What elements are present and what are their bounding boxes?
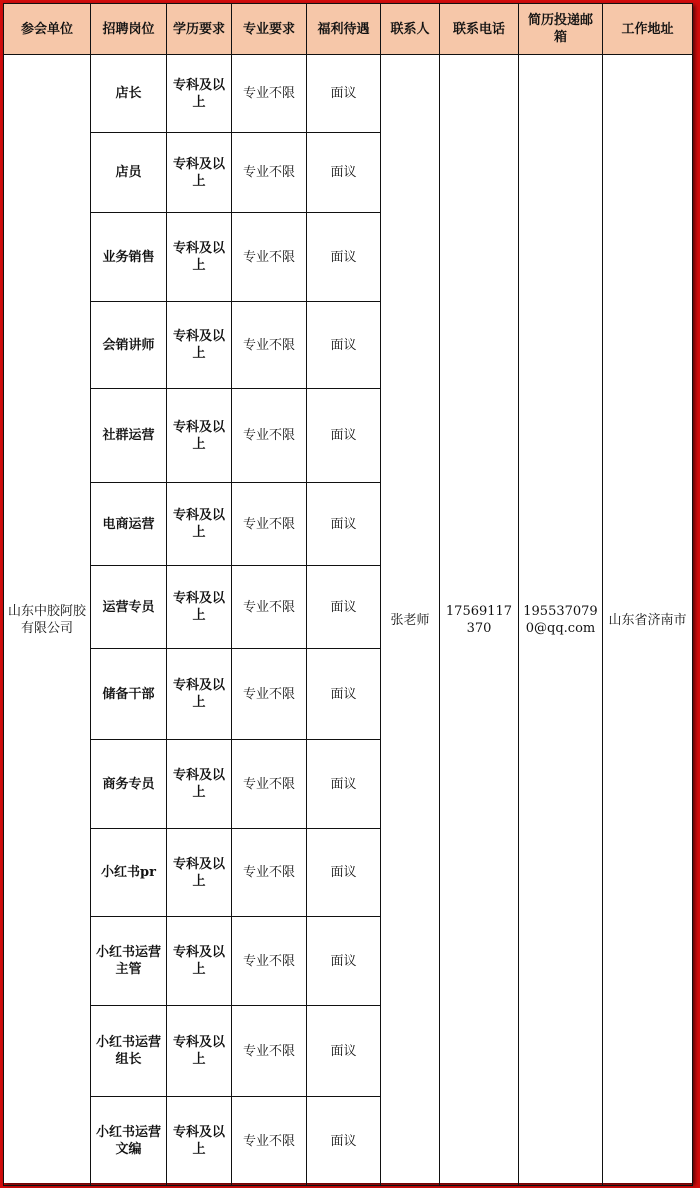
major-cell: 专业不限 xyxy=(232,740,307,829)
header-benefit: 福利待遇 xyxy=(307,4,381,55)
benefit-cell: 面议 xyxy=(307,133,381,213)
benefit-cell: 面议 xyxy=(307,55,381,133)
position-cell: 社群运营 xyxy=(91,389,167,483)
header-company: 参会单位 xyxy=(4,4,91,55)
education-cell: 专科及以上 xyxy=(167,1006,232,1097)
position-cell: 运营专员 xyxy=(91,566,167,649)
position-cell: 店员 xyxy=(91,133,167,213)
education-cell: 专科及以上 xyxy=(167,55,232,133)
major-cell: 专业不限 xyxy=(232,917,307,1006)
table-row xyxy=(4,55,693,133)
position-cell: 小红书运营主管 xyxy=(91,917,167,1006)
position-cell: 小红书pr xyxy=(91,829,167,917)
position-cell: 业务销售 xyxy=(91,213,167,302)
table-body xyxy=(4,55,693,1186)
contact-cell: 张老师 xyxy=(381,55,440,1186)
education-cell: 专科及以上 xyxy=(167,389,232,483)
major-cell: 专业不限 xyxy=(232,389,307,483)
major-cell: 专业不限 xyxy=(232,1006,307,1097)
major-cell: 专业不限 xyxy=(232,55,307,133)
position-cell: 电商运营 xyxy=(91,483,167,566)
major-cell: 专业不限 xyxy=(232,133,307,213)
education-cell: 专科及以上 xyxy=(167,649,232,740)
benefit-cell: 面议 xyxy=(307,302,381,389)
benefit-cell: 面议 xyxy=(307,483,381,566)
education-cell: 专科及以上 xyxy=(167,1097,232,1186)
benefit-cell: 面议 xyxy=(307,649,381,740)
benefit-cell: 面议 xyxy=(307,917,381,1006)
major-cell: 专业不限 xyxy=(232,649,307,740)
major-cell: 专业不限 xyxy=(232,829,307,917)
position-cell: 小红书运营文编 xyxy=(91,1097,167,1186)
header-major: 专业要求 xyxy=(232,4,307,55)
major-cell: 专业不限 xyxy=(232,566,307,649)
education-cell: 专科及以上 xyxy=(167,829,232,917)
phone-cell: 17569117370 xyxy=(440,55,519,1186)
education-cell: 专科及以上 xyxy=(167,566,232,649)
education-cell: 专科及以上 xyxy=(167,917,232,1006)
header-email: 简历投递邮箱 xyxy=(519,4,603,55)
benefit-cell: 面议 xyxy=(307,829,381,917)
education-cell: 专科及以上 xyxy=(167,213,232,302)
position-cell: 商务专员 xyxy=(91,740,167,829)
major-cell: 专业不限 xyxy=(232,1097,307,1186)
address-cell: 山东省济南市 xyxy=(603,55,693,1186)
education-cell: 专科及以上 xyxy=(167,302,232,389)
benefit-cell: 面议 xyxy=(307,1097,381,1186)
recruitment-table xyxy=(3,3,693,1186)
company-cell: 山东中胶阿胶有限公司 xyxy=(4,55,91,1186)
major-cell: 专业不限 xyxy=(232,483,307,566)
email-cell: 1955370790@qq.com xyxy=(519,55,603,1186)
benefit-cell: 面议 xyxy=(307,389,381,483)
header-row xyxy=(4,4,693,55)
education-cell: 专科及以上 xyxy=(167,133,232,213)
position-cell: 储备干部 xyxy=(91,649,167,740)
benefit-cell: 面议 xyxy=(307,740,381,829)
benefit-cell: 面议 xyxy=(307,1006,381,1097)
document-frame xyxy=(3,3,693,1183)
benefit-cell: 面议 xyxy=(307,213,381,302)
position-cell: 会销讲师 xyxy=(91,302,167,389)
education-cell: 专科及以上 xyxy=(167,483,232,566)
header-phone: 联系电话 xyxy=(440,4,519,55)
position-cell: 店长 xyxy=(91,55,167,133)
major-cell: 专业不限 xyxy=(232,213,307,302)
education-cell: 专科及以上 xyxy=(167,740,232,829)
header-contact: 联系人 xyxy=(381,4,440,55)
header-address: 工作地址 xyxy=(603,4,693,55)
header-position: 招聘岗位 xyxy=(91,4,167,55)
major-cell: 专业不限 xyxy=(232,302,307,389)
position-cell: 小红书运营组长 xyxy=(91,1006,167,1097)
benefit-cell: 面议 xyxy=(307,566,381,649)
header-education: 学历要求 xyxy=(167,4,232,55)
